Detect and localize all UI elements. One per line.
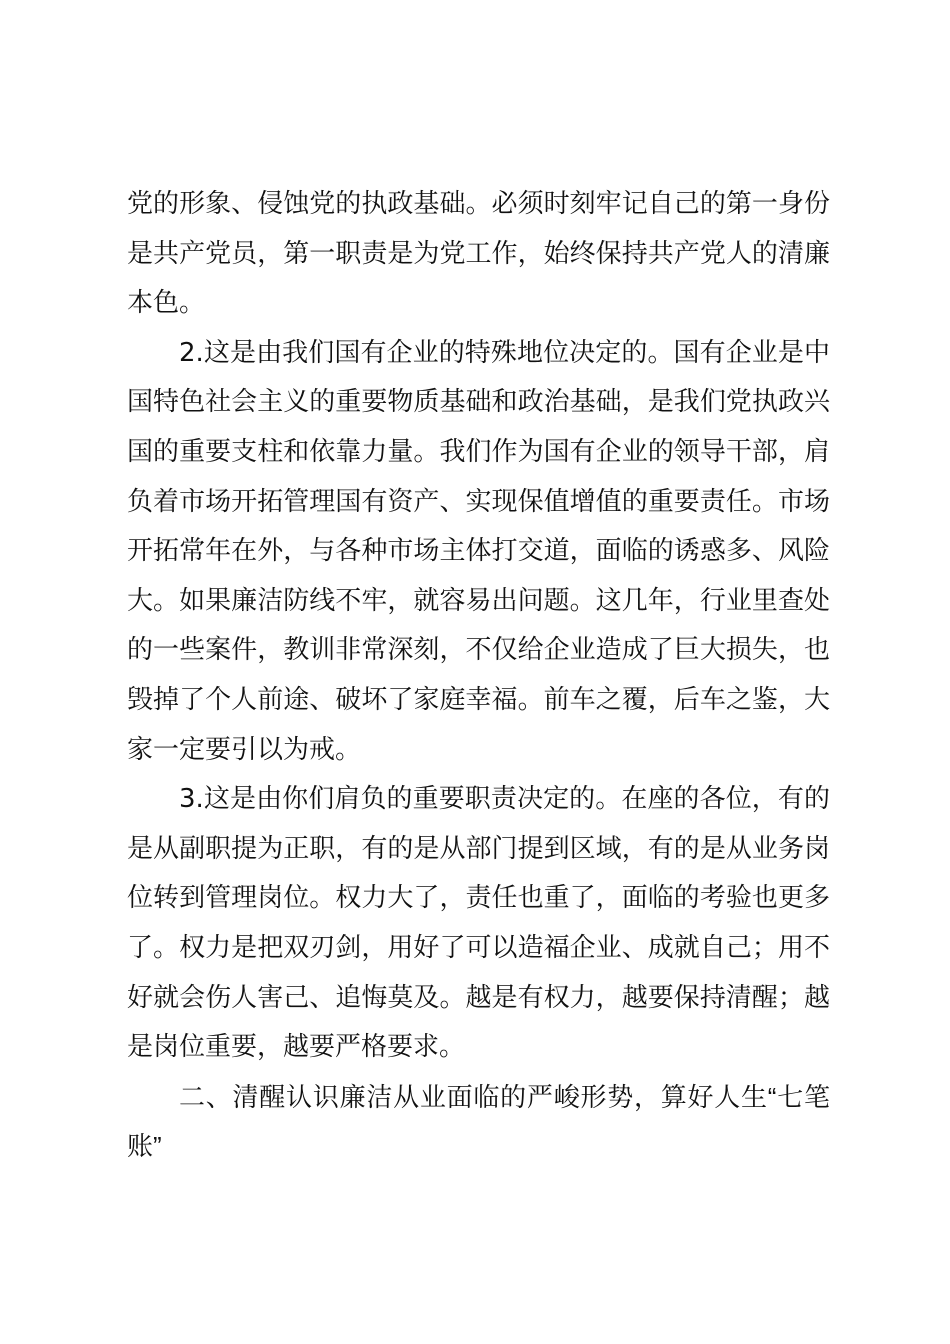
paragraph-point-2: 2.这是由我们国有企业的特殊地位决定的。国有企业是中国特色社会主义的重要物质基础和政治基础，是我们党执政兴国的重要支柱和依靠力量。我们作为国有企业的领导干部，肩负着市场开拓管理国有资产、实现保值增值的重要责任。市场开拓常年在外，与各种市场主体打交道，面临的诱惑多、风险大。如果廉洁防线不牢，就容易出问题。这几年，行业里查处的一些案件，教训非常深刻，不仅给企业造成了巨大损失，也毁掉了个人前途、破坏了家庭幸福。前车之覆，后车之鉴，大家一定要引以为戒。 <box>127 337 830 765</box>
paragraph-point-3: 3.这是由你们肩负的重要职责决定的。在座的各位，有的是从副职提为正职，有的是从部门提到区域，有的是从业务岗位转到管理岗位。权力大了，责任也重了，面临的考验也更多了。权力是把双刃剑，用好了可以造福企业、成就自己；用不好就会伤人害己、追悔莫及。越是有权力，越要保持清醒；越是岗位重要，越要严格要求。 <box>127 784 830 1063</box>
section-heading-2: 二、清醒认识廉洁从业面临的严峻形势，算好人生“七笔账” <box>127 1081 830 1162</box>
paragraph-continuation: 党的形象、侵蚀党的执政基础。必须时刻牢记自己的第一身份是共产党员，第一职责是为党工作，始终保持共产党人的清廉本色。 <box>127 189 830 319</box>
document-page <box>127 180 830 1172</box>
